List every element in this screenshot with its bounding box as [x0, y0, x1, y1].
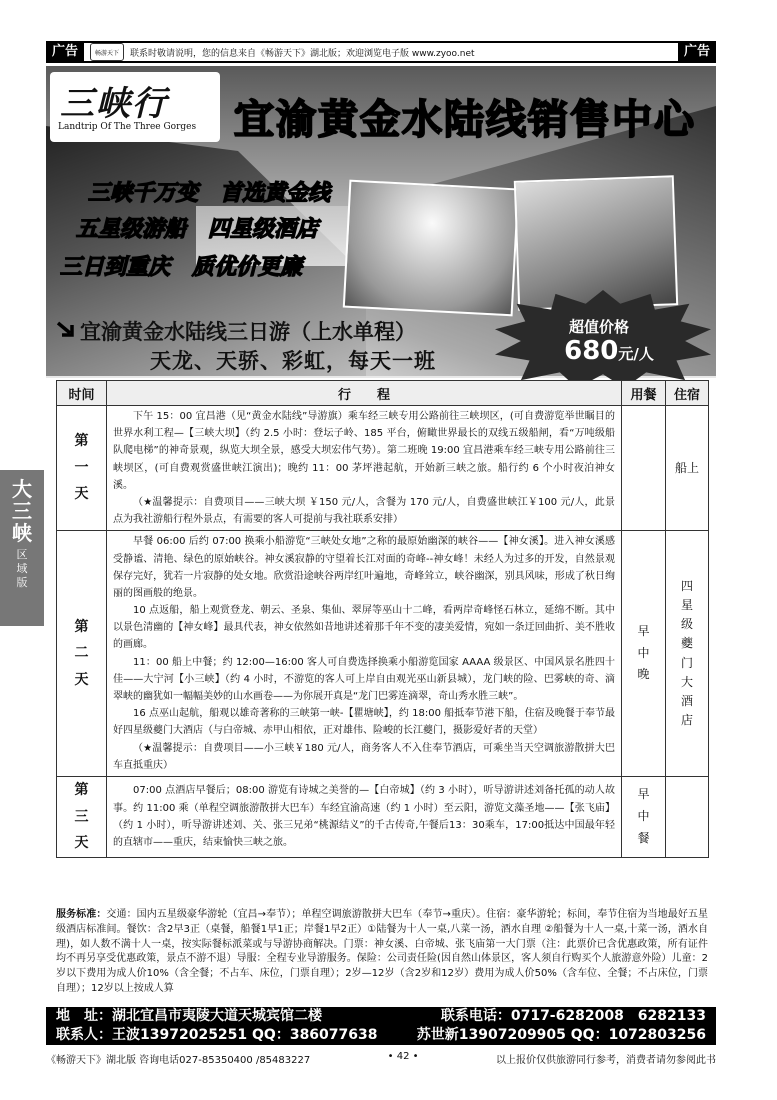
- region-side-band: [0, 470, 44, 626]
- banner-title: 宜渝黄金水陆线销售中心: [234, 96, 696, 143]
- footer-left: 《畅游天下》湖北版 咨询电话027-85350400 /85483227: [46, 1055, 311, 1066]
- itinerary-paragraph: 下午 15：00 宜昌港（见“黄金水陆线”导游旗）乘车经三峡专用公路前往三峡坝区，(可自费游览举世瞩目的世界水利工程—【三峡大坝】（约 2.5 小时：登坛子岭、185 平台，俯瞰世界最长的双线五级船闸，看“万吨级船队爬电梯”的神奇景观，纵览大坝全景，感受大坝宏伟气势）。第二班晚 19:00 宜昌港乘车经三峡专用公路前往三峡坝区，(可自费观赏盛世峡江演出)；晚约 11：00 茅坪港起航，开始新三峡之旅。船行约 6 个小时夜泊神女溪。: [113, 411, 615, 491]
- contact-bar: [46, 1007, 716, 1045]
- price-number: 680: [564, 336, 619, 366]
- route-subtitle: 天龙、天骄、彩虹，每天一班: [150, 349, 436, 373]
- brand-logo-cn: 三峡行: [60, 84, 168, 124]
- itinerary-row: [57, 776, 709, 857]
- contact-phone: 联系电话：0717-6282008 6282133: [440, 1008, 706, 1024]
- itinerary-row: [57, 531, 709, 777]
- itinerary-paragraph: 10 点返船，船上观赏登龙、朝云、圣泉、集仙、翠屏等巫山十二峰，看两岸奇峰怪石林立，延绵不断。其中以景色清幽的【神女峰】最具代表，神女依然如昔地讲述着那千年不变的凄美爱情，宛如一条迂回曲折、美不胜收的画廊。: [113, 605, 615, 651]
- route-title: [56, 316, 416, 346]
- stay-cell: [666, 776, 709, 857]
- contact-person-2: 苏世新13907209905 QQ：1072803256: [416, 1027, 706, 1043]
- stay-cell: [666, 406, 709, 531]
- itinerary-row: [57, 406, 709, 531]
- side-band-small: 区域版: [16, 548, 28, 589]
- ad-tag-right: 广告: [678, 42, 716, 62]
- itinerary-detail: [107, 776, 622, 857]
- route-title-text: 宜渝黄金水陆线三日游（上水单程）: [80, 320, 416, 344]
- price-unit: 元/人: [618, 345, 654, 363]
- itinerary-table: [56, 380, 709, 858]
- ad-tag-left: 广告: [46, 42, 84, 62]
- itinerary-detail: [107, 406, 622, 531]
- meal-value: 早中晚: [637, 624, 650, 682]
- brand-logo-en: Landtrip Of The Three Gorges: [58, 122, 197, 132]
- day-label: 第二天: [74, 618, 89, 688]
- itinerary-paragraph: 早餐 06:00 后约 07:00 换乘小船游览“三峡处女地”之称的最原始幽深的峡谷——【神女溪】。进入神女溪感受静谧、清艳、绿色的原始峡谷。神女溪寂静的守望着长江对面的奇峰--神女峰！未经人为过多的开发，自然景观保存完好，犹若一片寂静的处女地。欣赏沿途峡谷两岸红叶遍地，奇峰耸立，峡谷幽深，别具风味，形成了秋日绚丽的图画般的绝景。: [113, 536, 615, 599]
- col-header-meal: 用餐: [622, 381, 666, 406]
- hotel-lobby-photo: [514, 175, 678, 311]
- service-text: 交通：国内五星级豪华游轮（宜昌→奉节）；单程空调旅游散拼大巴车（奉节→重庆）。住宿：豪华游轮；标间，奉节住宿为当地最好五星级酒店标准间。餐饮：含2早3正（桌餐，船餐1早1正；岸餐1早2正）①陆餐为十人一桌,八菜一汤，酒水自理 ②船餐为十人一桌,十菜一汤，酒水自理)，如人数不满十人一桌，按实际餐标派菜或与导游协商解决。门票：神女溪、白帝城、张飞庙第一大门票（注：此票价已含优惠政策，所有证件均不再另享受优惠政策，景点不游不退）导服：全程专业导游服务。保险：公司责任险(因自然山体景区，客人须自行购买个人旅游意外险）儿童：2岁以下费用为成人价10%（含全餐；不占车、床位，门票自理）；2岁—12岁（含2岁和12岁）费用为成人价50%（含车位、全餐；不占床位，门票自理）；12岁以上按成人算: [56, 909, 708, 994]
- ship-lobby-photo: [343, 180, 519, 317]
- day-label: 第三天: [74, 781, 89, 852]
- itinerary-detail: [107, 531, 622, 777]
- price-label: 超值价格: [568, 318, 629, 336]
- brand-logo: [50, 72, 220, 142]
- side-band-big: 大三峡: [12, 477, 32, 545]
- stay-value: 四星级夔门大酒店: [680, 578, 693, 728]
- meal-cell: [622, 531, 666, 777]
- meal-value: 早中餐: [637, 787, 650, 845]
- meal-cell: [622, 406, 666, 531]
- col-header-time: 时间: [57, 381, 107, 406]
- itinerary-paragraph: 11：00 船上中餐；约 12:00—16:00 客人可自费选择换乘小船游览国家 AAAA 级景区、中国风景名胜四十佳——大宁河【小三峡】（约 4 小时，不游览的客人可上岸自由观光巫山新县城），龙门峡的险、巴雾峡的奇、滴翠峡的幽犹如一幅幅美妙的山水画卷——为你展开真是“龙门巴雾连滴翠，奇山秀水胜三峡”。: [113, 656, 615, 702]
- itinerary-paragraph: 16 点巫山起航，船观以雄奇著称的三峡第一峡-【瞿塘峡】，约 18:00 船抵奉节港下船，住宿及晚餐于奉节最好四星级夔门大酒店（与白帝城、赤甲山相依，正对雄伟、险峻的长江夔门，摄影爱好者的天堂）: [113, 708, 615, 737]
- service-label: 服务标准：: [56, 909, 107, 920]
- itinerary-paragraph: （★温馨提示：自费项目——小三峡￥180 元/人，商务客人不入住奉节酒店，可乘坐当天空调旅游散拼大巴车直抵重庆）: [113, 742, 615, 771]
- meal-cell: [622, 776, 666, 857]
- stay-cell: [666, 531, 709, 777]
- page-number: • 42 •: [387, 1051, 419, 1062]
- slogan-2: 五星级游船 四星级酒店: [76, 216, 319, 242]
- header-bar: [46, 41, 716, 63]
- day-cell: [57, 776, 107, 857]
- arrow-down-right-icon: [56, 321, 76, 339]
- service-standards: [56, 908, 708, 997]
- contact-person-1: 联系人：王波13972025251 QQ：386077638: [56, 1027, 378, 1043]
- magazine-logo: 畅游天下: [90, 43, 124, 61]
- slogan-3: 三日到重庆 质优价更廉: [60, 254, 303, 280]
- col-header-itinerary: 行 程: [107, 381, 622, 406]
- header-notice: 联系时敬请说明，您的信息来自《畅游天下》湖北版；欢迎浏览电子版 www.zyoo.net: [130, 48, 475, 59]
- day-cell: [57, 406, 107, 531]
- itinerary-paragraph: （★温馨提示：自费项目——三峡大坝 ￥150 元/人，含餐为 170 元/人，自费盛世峡江￥100 元/人，此景点为我社游船行程外景点，有需要的客人可提前与我社联系安排）: [113, 496, 615, 526]
- price-value: [544, 336, 674, 366]
- page-footer: [46, 1051, 716, 1066]
- col-header-stay: 住宿: [666, 381, 709, 406]
- contact-address: 地 址：湖北宜昌市夷陵大道天城宾馆二楼: [56, 1008, 322, 1024]
- day-label: 第一天: [74, 433, 89, 503]
- slogan-1: 三峡千万变 首选黄金线: [88, 180, 331, 206]
- footer-right: 以上报价仅供旅游同行参考，消费者请勿参阅此书: [495, 1055, 716, 1066]
- stay-value: 船上: [674, 460, 699, 475]
- itinerary-paragraph: 07:00 点酒店早餐后；08:00 游览有诗城之美誉的—【白帝城】（约 3 小时），听导游讲述刘备托孤的动人故事。约 11:00 乘（单程空调旅游散拼大巴车）车经宜渝高速（约 1 小时）至云阳，游览文藻圣地——【张飞庙】（约 1 小时），听导游讲述刘、关、张三兄弟“桃源结义”的千古传奇,午餐后13：30乘车，17:00抵达中国最年轻的直辖市——重庆，结束愉快三峡之旅。: [113, 785, 615, 849]
- day-cell: [57, 531, 107, 777]
